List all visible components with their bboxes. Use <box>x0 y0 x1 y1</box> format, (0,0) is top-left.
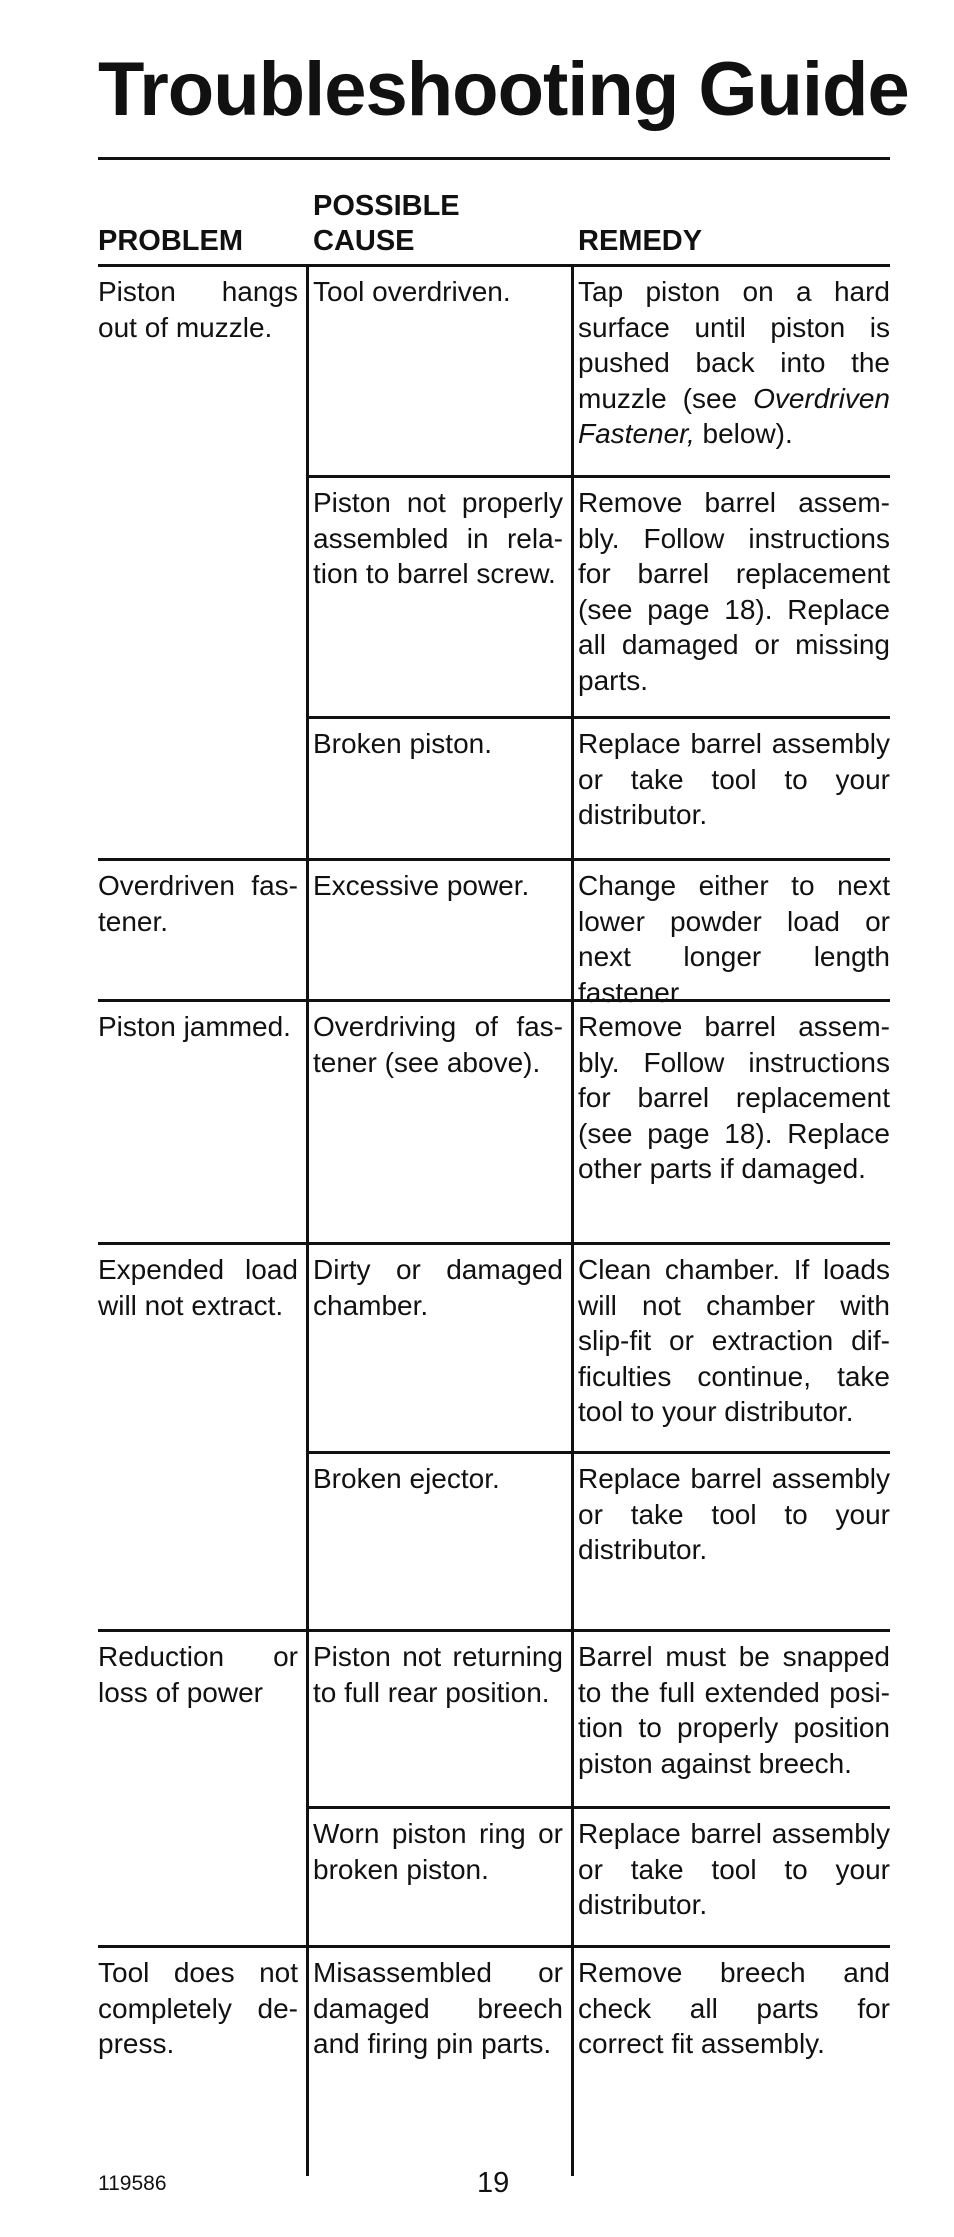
column-divider <box>306 264 309 2176</box>
remedy-cell: Clean chamber. If loads will not chamber with slip-fit or extraction difficulties continue, take tool to your distributor. <box>578 1254 890 1427</box>
remedy-cell: Remove barrel assembly. Follow instructions for barrel replacement (see page 18). Replace all damaged or missing parts. <box>578 487 890 696</box>
header-remedy: REMEDY <box>578 225 703 257</box>
cause-cell: Broken ejector. <box>313 1463 500 1494</box>
problem-cell: Reduction or loss of power <box>98 1641 298 1708</box>
remedy-cell: Replace barrel assembly or take tool to your distributor. <box>578 1463 890 1565</box>
cause-cell: Piston not properly assembled in relation to barrel screw. <box>313 487 563 589</box>
remedy-cell: Remove breech and check all parts for correct fit assembly. <box>578 1957 890 2059</box>
row-separator <box>306 475 890 478</box>
problem-cell: Piston hangs out of muzzle. <box>98 276 298 343</box>
remedy-text-end: below). <box>694 418 793 449</box>
column-divider <box>571 264 574 2176</box>
remedy-cell: Barrel must be snapped to the full extended position to properly position piston against breech. <box>578 1641 890 1779</box>
page-number: 19 <box>477 2167 510 2199</box>
title-underline <box>98 157 890 160</box>
header-possible-cause-line1: POSSIBLE <box>313 190 460 222</box>
remedy-cell: Replace barrel assembly or take tool to your distributor. <box>578 1818 890 1920</box>
remedy-text: Tap piston on a hard surface until piston is pushed back into the muzzle (see <box>578 276 890 414</box>
header-possible-cause-line2: CAUSE <box>313 225 415 257</box>
row-separator <box>306 716 890 719</box>
cause-cell: Overdriving of fastener (see above). <box>313 1011 563 1078</box>
row-separator <box>98 1242 890 1245</box>
row-separator <box>98 1629 890 1632</box>
remedy-cross-reference: Overdriven Fastener, <box>578 382 890 449</box>
remedy-cell: Remove barrel assembly. Follow instructions for barrel replacement (see page 18). Replace other parts if damaged. <box>578 1011 890 1184</box>
problem-cell: Expended load will not extract. <box>98 1254 298 1321</box>
page-title: Troubleshooting Guide <box>98 47 909 132</box>
cause-cell: Excessive power. <box>313 870 530 901</box>
row-separator <box>98 264 890 267</box>
remedy-cell: Replace barrel assembly or take tool to your distributor. <box>578 728 890 830</box>
problem-cell: Piston jammed. <box>98 1011 291 1042</box>
problem-cell: Tool does not completely depress. <box>98 1957 298 2059</box>
cause-cell: Worn piston ring or broken piston. <box>313 1818 563 1885</box>
problem-cell: Overdriven fastener. <box>98 870 298 937</box>
header-problem: PROBLEM <box>98 225 243 257</box>
row-separator <box>306 1806 890 1809</box>
remedy-cell <box>578 274 890 452</box>
cause-cell: Broken piston. <box>313 728 492 759</box>
row-separator <box>98 858 890 861</box>
cause-cell: Piston not returning to full rear position. <box>313 1641 563 1708</box>
row-separator <box>98 1945 890 1948</box>
cause-cell: Misassembled or damaged breech and firing pin parts. <box>313 1957 563 2059</box>
cause-cell: Tool overdriven. <box>313 276 511 307</box>
document-number: 119586 <box>98 2172 167 2195</box>
remedy-cell: Change either to next lower powder load or next longer length fastener. <box>578 870 890 1008</box>
cause-cell: Dirty or damaged chamber. <box>313 1254 563 1321</box>
row-separator <box>306 1451 890 1454</box>
